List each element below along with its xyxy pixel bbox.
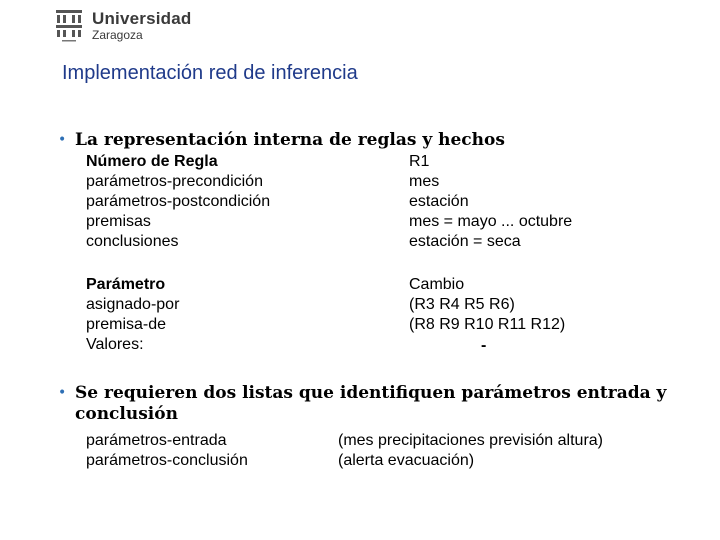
university-logo bbox=[54, 6, 194, 46]
list-label: parámetros-entrada bbox=[86, 432, 227, 449]
page-title: Implementación red de inferencia bbox=[62, 62, 358, 84]
rule-label: parámetros-postcondición bbox=[86, 193, 271, 210]
parameter-values-placeholder: - bbox=[481, 337, 487, 354]
parameter-labels bbox=[86, 275, 179, 355]
list-value: (alerta evacuación) bbox=[338, 452, 475, 469]
rule-labels bbox=[86, 152, 270, 252]
bullet-text: Se requieren dos listas que identifiquen parámetros entrada y conclusión bbox=[75, 383, 667, 424]
list-labels bbox=[86, 431, 248, 471]
rule-value: estación bbox=[409, 193, 469, 210]
rule-value: estación = seca bbox=[409, 233, 521, 250]
parameter-label: premisa-de bbox=[86, 316, 167, 333]
rule-value: mes = mayo ... octubre bbox=[409, 213, 573, 230]
rule-label: Número de Regla bbox=[86, 153, 218, 170]
bullet-point bbox=[58, 383, 705, 425]
university-crest-icon bbox=[54, 8, 84, 44]
rule-label: conclusiones bbox=[86, 233, 179, 250]
rule-value: R1 bbox=[409, 153, 430, 170]
logo-subtitle: Zaragoza bbox=[92, 28, 143, 42]
rule-label: premisas bbox=[86, 213, 151, 230]
bullet-text: La representación interna de reglas y hechos bbox=[75, 130, 505, 150]
logo-name: Universidad bbox=[92, 9, 192, 28]
parameter-value: (R8 R9 R10 R11 R12) bbox=[409, 316, 566, 333]
parameter-value: (R3 R4 R5 R6) bbox=[409, 296, 515, 313]
parameter-label: Parámetro bbox=[86, 276, 166, 293]
rule-value: mes bbox=[409, 173, 440, 190]
list-label: parámetros-conclusión bbox=[86, 452, 248, 469]
bullet-icon: • bbox=[58, 385, 67, 401]
bullet-icon: • bbox=[58, 132, 67, 148]
parameter-label: Valores: bbox=[86, 336, 144, 353]
parameter-value: Cambio bbox=[409, 276, 465, 293]
list-values bbox=[338, 431, 603, 471]
parameter-label: asignado-por bbox=[86, 296, 180, 313]
rule-values bbox=[409, 152, 572, 252]
list-value: (mes precipitaciones previsión altura) bbox=[338, 432, 603, 449]
parameter-values bbox=[409, 275, 565, 335]
rule-label: parámetros-precondición bbox=[86, 173, 263, 190]
bullet-point bbox=[58, 130, 505, 151]
